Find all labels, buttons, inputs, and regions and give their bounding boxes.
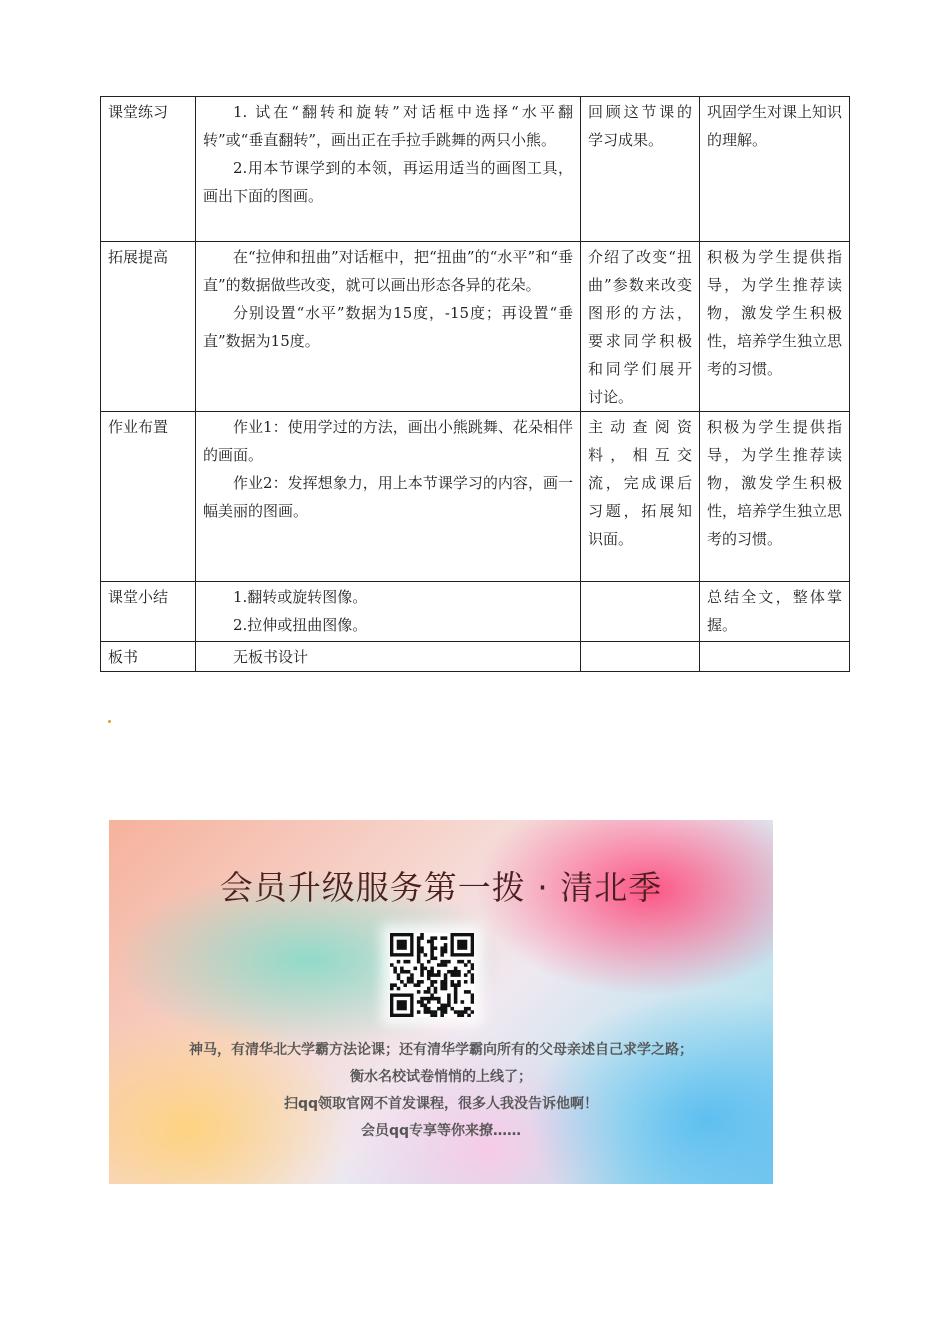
content-paragraph: 2.用本节课学到的本领，再运用适当的画图工具，画出下面的图画。 — [203, 159, 573, 205]
content-paragraph: 在“拉伸和扭曲”对话框中，把“扭曲”的“水平”和“垂直”的数据做些改变，就可以画出形态各异的花朵。 — [203, 248, 573, 294]
promo-line: 扫qq领取官网不首发课程，很多人我没告诉他啊！ — [283, 1096, 599, 1112]
promo-line: 衡水名校试卷悄悄的上线了； — [350, 1069, 532, 1085]
stage-cell: 作业布置 — [101, 412, 196, 582]
lesson-plan-table — [100, 96, 850, 672]
student-activity-cell — [581, 582, 700, 642]
design-purpose-cell: 积极为学生提供指导，为学生推荐读物，激发学生积极性，培养学生独立思考的习惯。 — [700, 242, 850, 412]
content-cell — [196, 412, 581, 582]
table-row — [101, 582, 850, 642]
content-paragraph: 1. 试在“翻转和旋转”对话框中选择“水平翻转”或“垂直翻转”，画出正在手拉手跳舞的两只小熊。 — [203, 103, 573, 149]
design-purpose-cell — [700, 642, 850, 672]
student-activity-cell: 主动查阅资料，相互交流，完成课后习题，拓展知识面。 — [581, 412, 700, 582]
content-paragraph: 作业2：发挥想象力，用上本节课学习的内容，画一幅美丽的图画。 — [203, 474, 573, 520]
student-activity-cell: 回顾这节课的学习成果。 — [581, 97, 700, 242]
content-paragraph: 无板书设计 — [233, 648, 309, 666]
stage-cell: 课堂练习 — [101, 97, 196, 242]
table-row — [101, 242, 850, 412]
table-row — [101, 97, 850, 242]
promo-line: 会员qq专享等你来撩…… — [360, 1123, 522, 1139]
stage-cell: 拓展提高 — [101, 242, 196, 412]
content-paragraph: 2.拉伸或扭曲图像。 — [233, 616, 368, 634]
stage-cell: 课堂小结 — [101, 582, 196, 642]
table-row — [101, 412, 850, 582]
content-cell — [196, 242, 581, 412]
content-cell — [196, 97, 581, 242]
content-cell — [196, 642, 581, 672]
design-purpose-cell: 巩固学生对课上知识的理解。 — [700, 97, 850, 242]
qr-code-icon[interactable] — [390, 933, 474, 1017]
promo-line: 神马，有清华北大学霸方法论课；还有清华学霸向所有的父母亲述自己求学之路； — [189, 1042, 693, 1058]
stage-cell: 板书 — [101, 642, 196, 672]
promo-banner — [109, 820, 773, 1184]
promo-title: 会员升级服务第一拨 · 清北季 — [219, 868, 663, 907]
content-paragraph: 分别设置“水平”数据为15度，-15度；再设置“垂直”数据为15度。 — [203, 304, 573, 350]
design-purpose-cell: 积极为学生提供指导，为学生推荐读物，激发学生积极性，培养学生独立思考的习惯。 — [700, 412, 850, 582]
design-purpose-cell: 总结全文，整体掌握。 — [700, 582, 850, 642]
student-activity-cell — [581, 642, 700, 672]
promo-text — [109, 1037, 773, 1145]
table-row — [101, 642, 850, 672]
content-cell — [196, 582, 581, 642]
content-paragraph: 1.翻转或旋转图像。 — [233, 588, 368, 606]
content-paragraph: 作业1：使用学过的方法，画出小熊跳舞、花朵相伴的画面。 — [203, 418, 573, 464]
qr-code-graphic — [390, 933, 474, 1017]
student-activity-cell: 介绍了改变“扭曲”参数来改变图形的方法，要求同学积极和同学们展开讨论。 — [581, 242, 700, 412]
stray-mark — [108, 720, 111, 723]
